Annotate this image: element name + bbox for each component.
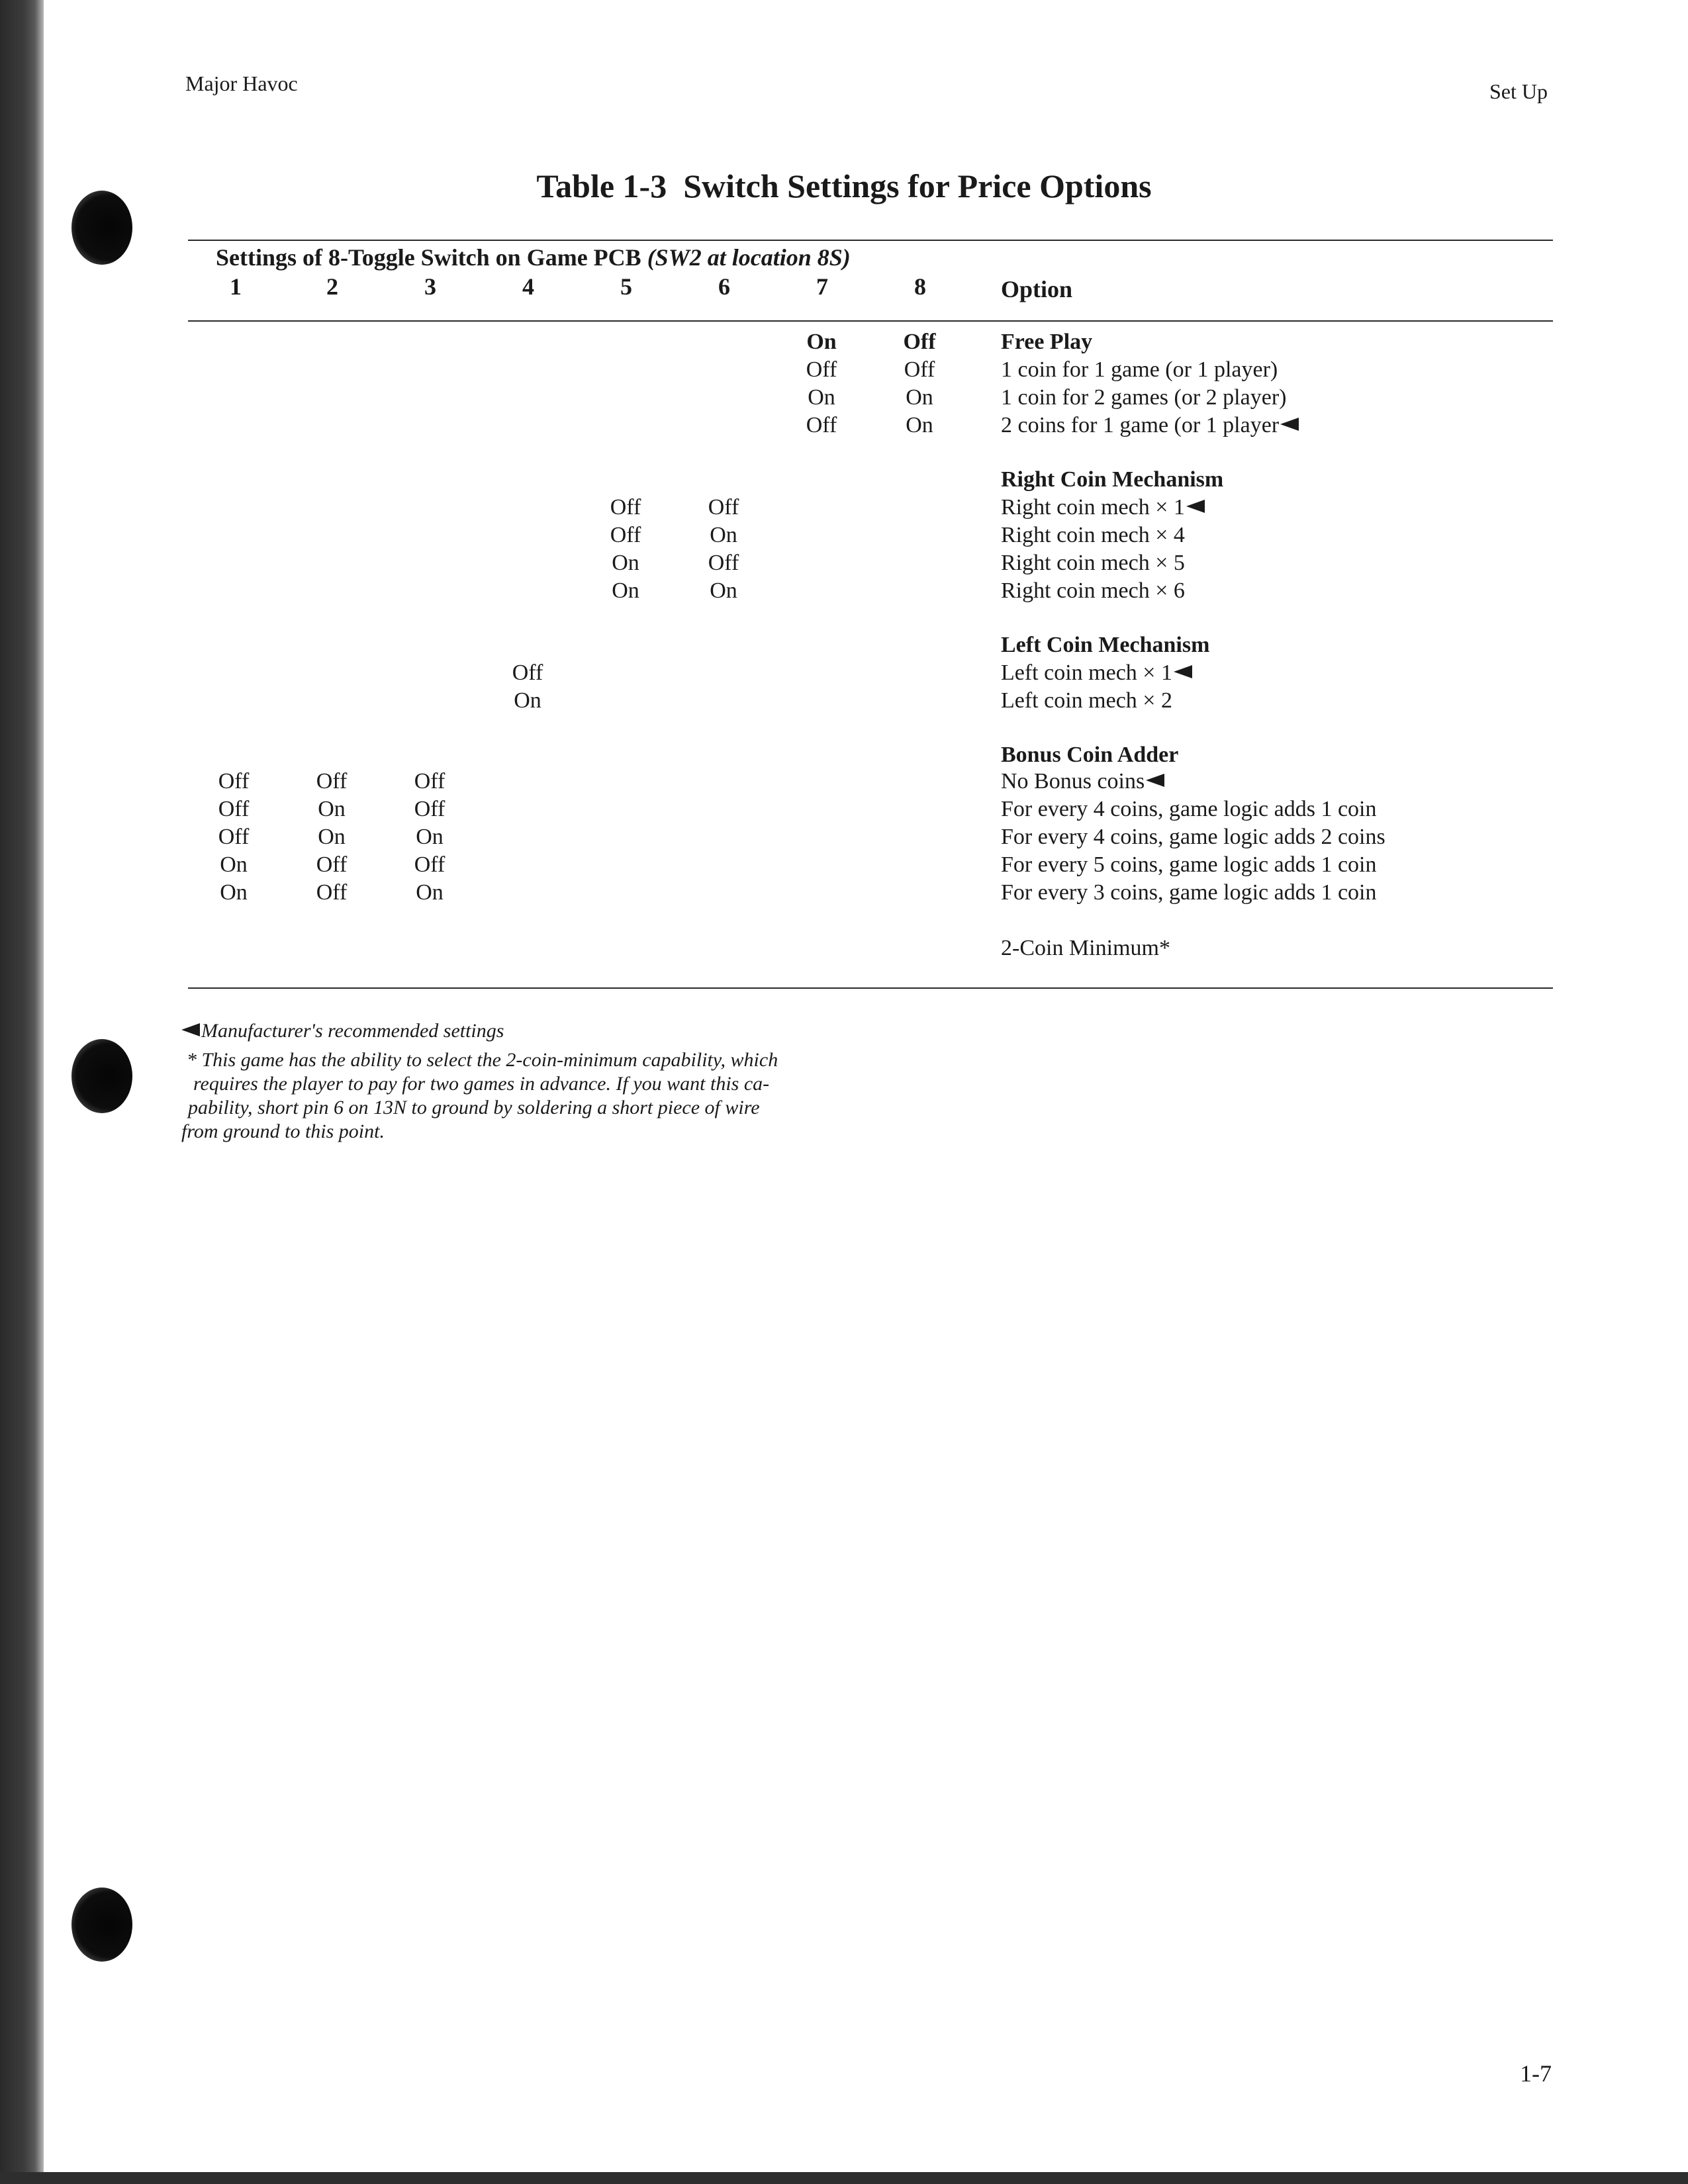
sw7-cell: Off bbox=[806, 357, 837, 382]
footnote-recommended-text: Manufacturer's recommended settings bbox=[201, 1020, 504, 1042]
option-item: 1 coin for 2 games (or 2 player) bbox=[1001, 385, 1287, 410]
option-item bbox=[1001, 495, 1205, 520]
option-item-text: Right coin mech × 1 bbox=[1001, 495, 1185, 520]
table-header-rule bbox=[188, 320, 1553, 322]
option-item-text: Left coin mech × 1 bbox=[1001, 660, 1172, 685]
option-item: Left coin mech × 2 bbox=[1001, 688, 1172, 713]
option-item: Right coin mech × 4 bbox=[1001, 523, 1185, 547]
sw6-cell: On bbox=[710, 523, 737, 547]
column-4-header: 4 bbox=[522, 273, 534, 300]
option-header: Option bbox=[1001, 276, 1073, 302]
table-caption bbox=[216, 244, 851, 271]
two-coin-minimum-option: 2-Coin Minimum* bbox=[1001, 936, 1170, 960]
option-heading-free-play: Free Play bbox=[1001, 330, 1093, 354]
option-item: Right coin mech × 5 bbox=[1001, 551, 1185, 575]
sw2-cell: On bbox=[318, 797, 346, 821]
option-item bbox=[1001, 769, 1164, 794]
option-item bbox=[1001, 413, 1299, 438]
option-item: Right coin mech × 6 bbox=[1001, 578, 1185, 603]
sw6-cell: Off bbox=[708, 551, 739, 575]
sw8-cell: Off bbox=[903, 330, 936, 354]
option-item bbox=[1001, 660, 1192, 686]
table-caption-location: (SW2 at location 8S) bbox=[647, 244, 851, 271]
sw2-cell: Off bbox=[316, 769, 348, 794]
header-left: Major Havoc bbox=[185, 71, 298, 95]
sw4-cell: On bbox=[514, 688, 541, 713]
option-item-text: 2 coins for 1 game (or 1 player bbox=[1001, 413, 1280, 437]
sw5-cell: Off bbox=[610, 495, 641, 520]
sw5-cell: On bbox=[612, 551, 639, 575]
column-7-header: 7 bbox=[816, 273, 828, 300]
sw3-cell: On bbox=[416, 880, 444, 905]
sw3-cell: Off bbox=[414, 852, 445, 877]
option-item: For every 5 coins, game logic adds 1 coin bbox=[1001, 852, 1377, 877]
option-heading-bonus-coin: Bonus Coin Adder bbox=[1001, 743, 1179, 767]
table-bottom-rule bbox=[188, 987, 1553, 989]
column-2-header: 2 bbox=[326, 273, 338, 300]
sw1-cell: Off bbox=[218, 825, 250, 849]
sw6-cell: On bbox=[710, 578, 737, 603]
sw5-cell: Off bbox=[610, 523, 641, 547]
sw7-cell: On bbox=[806, 330, 837, 354]
sw3-cell: Off bbox=[414, 797, 445, 821]
option-item: 1 coin for 1 game (or 1 player) bbox=[1001, 357, 1278, 382]
sw4-cell: Off bbox=[512, 660, 543, 685]
recommended-arrow-icon bbox=[181, 1023, 200, 1036]
sw7-cell: On bbox=[808, 385, 835, 410]
page-title: Table 1-3 Switch Settings for Price Options bbox=[536, 167, 1152, 205]
footnote-line: requires the player to pay for two games in advance. If you want this ca- bbox=[193, 1073, 770, 1095]
header-right: Set Up bbox=[1489, 79, 1548, 103]
recommended-arrow-icon bbox=[1280, 418, 1299, 431]
recommended-arrow-icon bbox=[1146, 774, 1164, 787]
column-6-header: 6 bbox=[718, 273, 730, 300]
option-heading-left-coin: Left Coin Mechanism bbox=[1001, 633, 1210, 657]
option-heading-right-coin: Right Coin Mechanism bbox=[1001, 467, 1224, 492]
sw6-cell: Off bbox=[708, 495, 739, 520]
recommended-arrow-icon bbox=[1186, 500, 1205, 513]
option-item: For every 4 coins, game logic adds 2 coins bbox=[1001, 825, 1385, 849]
sw8-cell: On bbox=[906, 413, 933, 437]
sw8-cell: Off bbox=[904, 357, 935, 382]
sw2-cell: Off bbox=[316, 880, 348, 905]
footnote-line: * This game has the ability to select the 2-coin-minimum capability, which bbox=[187, 1049, 778, 1071]
sw1-cell: On bbox=[220, 880, 248, 905]
footnote-recommended bbox=[181, 1019, 504, 1043]
option-item: For every 4 coins, game logic adds 1 coin bbox=[1001, 797, 1377, 821]
binder-edge bbox=[0, 0, 44, 2184]
sw8-cell: On bbox=[906, 385, 933, 410]
sw7-cell: Off bbox=[806, 413, 837, 437]
sw2-cell: Off bbox=[316, 852, 348, 877]
punch-hole-middle bbox=[71, 1039, 132, 1113]
punch-hole-bottom bbox=[71, 1888, 132, 1962]
scan-bottom-edge bbox=[0, 2172, 1688, 2184]
page-number: 1-7 bbox=[1520, 2060, 1552, 2087]
table-caption-text: Settings of 8-Toggle Switch on Game PCB bbox=[216, 244, 641, 271]
sw1-cell: Off bbox=[218, 769, 250, 794]
sw2-cell: On bbox=[318, 825, 346, 849]
table-top-rule bbox=[188, 240, 1553, 241]
sw1-cell: Off bbox=[218, 797, 250, 821]
sw3-cell: Off bbox=[414, 769, 445, 794]
column-8-header: 8 bbox=[914, 273, 926, 300]
option-item-text: No Bonus coins bbox=[1001, 769, 1145, 794]
footnote-line: pability, short pin 6 on 13N to ground by soldering a short piece of wire bbox=[188, 1097, 760, 1118]
column-1-header: 1 bbox=[230, 273, 242, 300]
column-5-header: 5 bbox=[620, 273, 632, 300]
option-item: For every 3 coins, game logic adds 1 coin bbox=[1001, 880, 1377, 905]
sw3-cell: On bbox=[416, 825, 444, 849]
sw5-cell: On bbox=[612, 578, 639, 603]
sw1-cell: On bbox=[220, 852, 248, 877]
column-3-header: 3 bbox=[424, 273, 436, 300]
recommended-arrow-icon bbox=[1174, 665, 1192, 678]
footnote-line: from ground to this point. bbox=[181, 1120, 385, 1142]
